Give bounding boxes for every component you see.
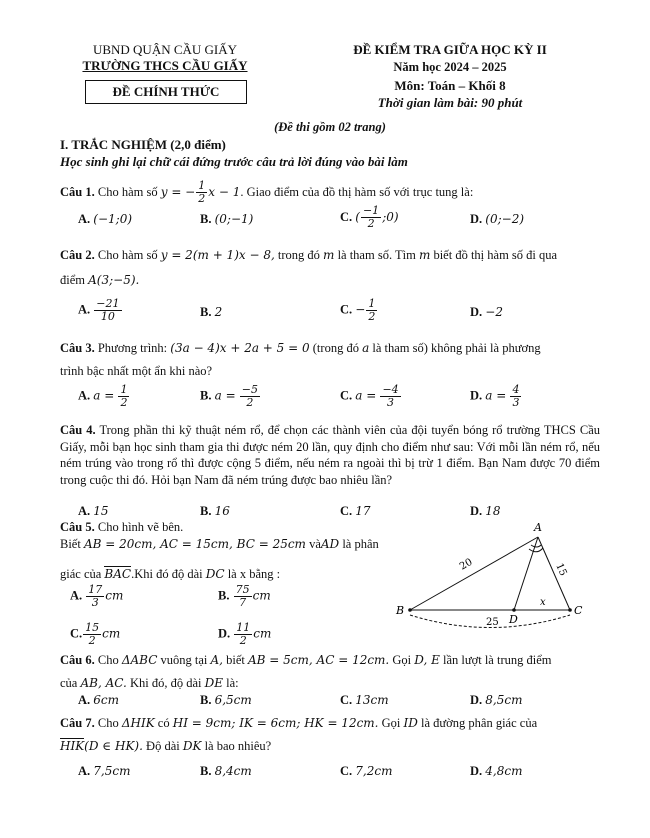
- official-badge: ĐỀ CHÍNH THỨC: [85, 80, 247, 104]
- question-1: [60, 180, 600, 205]
- q4-option-b[interactable]: B. 16: [200, 504, 230, 518]
- q7-option-c[interactable]: C. 7,2cm: [340, 764, 393, 778]
- question-7: Câu 7. Cho ΔHIK có HI = 9cm; IK = 6cm; HK = 12cm. Gọi ID là đường phân giác của: [60, 716, 538, 730]
- label-bd: 25: [486, 617, 499, 628]
- question-6-line2: của AB, AC. Khi đó, độ dài DE là:: [60, 676, 239, 690]
- q6-option-d[interactable]: D. 8,5cm: [470, 693, 523, 707]
- q1-option-a[interactable]: A. (−1;0): [78, 212, 133, 226]
- section-title: I. TRẮC NGHIỆM (2,0 điểm): [60, 137, 226, 152]
- q1-formula: y = − $\frac{1}{2}$ x − 1: [160, 179, 241, 205]
- angle-mark-left: [531, 545, 541, 547]
- subject: Môn: Toán – Khối 8: [394, 78, 506, 93]
- question-5: Câu 5. Cho hình vẽ bên.: [60, 520, 184, 534]
- question-5-line3: giác của BAC.Khi đó độ dài DC là x bằng :: [60, 567, 281, 581]
- label-c: C: [574, 604, 583, 617]
- q2-option-a[interactable]: A. $\frac{-21}{10}$: [78, 297, 120, 323]
- q5-option-d[interactable]: D. $\frac{11}{2}$ cm: [218, 621, 272, 647]
- label-d: D: [509, 613, 518, 626]
- school-name: TRƯỜNG THCS CẦU GIẤY: [82, 58, 248, 73]
- q2-option-c[interactable]: C. − $\frac{1}{2}$: [340, 297, 376, 323]
- section-instruction: Học sinh ghi lại chữ cái đứng trước câu trả lời đúng vào bài làm: [60, 154, 408, 169]
- angle-mark-right: [529, 548, 543, 552]
- question-2-line2: điểm A(3;−5).: [60, 273, 140, 287]
- label-ab: 20: [458, 556, 475, 573]
- q6-option-b[interactable]: B. 6,5cm: [200, 693, 252, 707]
- q1-text-a: Cho hàm số: [97, 185, 158, 199]
- q5-option-c[interactable]: C. $\frac{15}{2}$ cm: [70, 621, 121, 647]
- q5-option-b[interactable]: B. $\frac{75}{7}$ cm: [218, 583, 271, 609]
- label-b: B: [396, 604, 405, 617]
- question-4: Câu 4. Trong phần thi kỹ thuật ném rổ, để chọn các thành viên của đội tuyển bóng rổ trường THCS Cầu Giấy, mỗi bạn học sinh tham gia thi được ném 20 lần, quy định cho điểm như sau: Với mỗi lần ném rổ, nếu ném trúng vào trong rổ thì được cộng 5 điểm, nếu ném ra ngoài thì bị trừ 1 điểm. Bạn Nam được 70 điểm trong cuộc thi đó. Hỏi bạn Nam đã ném trúng được bao nhiêu lần?: [60, 423, 601, 487]
- question-5-line2: Biết AB = 20cm, AC = 15cm, BC = 25cm vàAD là phân: [60, 537, 379, 551]
- q4-option-a[interactable]: A. 15: [78, 504, 109, 518]
- q6-option-c[interactable]: C. 13cm: [340, 693, 389, 707]
- edge-ab: [410, 537, 538, 610]
- q7-option-a[interactable]: A. 7,5cm: [78, 764, 131, 778]
- exam-title: ĐỀ KIỂM TRA GIỮA HỌC KỲ II: [353, 42, 547, 57]
- school-year: Năm học 2024 – 2025: [393, 60, 507, 74]
- q3-option-c[interactable]: C. a = $\frac{-4}{3}$: [340, 383, 399, 409]
- question-2: Câu 2. Cho hàm số y = 2(m + 1)x − 8, trong đó m là tham số. Tìm m biết đồ thị hàm số đi qua: [60, 248, 558, 262]
- question-3: Câu 3. Phương trình: (3a − 4)x + 2a + 5 = 0 (trong đó a là tham số) không phải là phương: [60, 341, 541, 355]
- bisector-ad: [514, 537, 538, 610]
- question-7-line2: HIK(D ∈ HK). Độ dài DK là bao nhiêu?: [60, 739, 272, 753]
- pages-note: (Đề thi gồm 02 trang): [274, 120, 386, 134]
- district-name: UBND QUẬN CẦU GIẤY: [92, 42, 238, 57]
- q4-option-c[interactable]: C. 17: [340, 504, 371, 518]
- q3-option-d[interactable]: D. a = $\frac{4}{3}$: [470, 383, 520, 409]
- q5-option-a[interactable]: A. $\frac{17}{3}$ cm: [70, 583, 124, 609]
- duration: Thời gian làm bài: 90 phút: [377, 95, 523, 110]
- q1-option-d[interactable]: D. (0;−2): [470, 212, 525, 226]
- question-6: Câu 6. Cho ΔABC vuông tại A, biết AB = 5cm, AC = 12cm. Gọi D, E lần lượt là trung điểm: [60, 653, 552, 667]
- question-3-line2: trình bậc nhất một ẩn khi nào?: [60, 364, 213, 378]
- q2-option-d[interactable]: D. −2: [470, 305, 503, 319]
- q2-option-b[interactable]: B. 2: [200, 305, 223, 319]
- triangle-figure: [390, 515, 590, 640]
- label-dc: x: [540, 597, 546, 608]
- q7-option-d[interactable]: D. 4,8cm: [470, 764, 523, 778]
- q1-option-c[interactable]: C. ( $\frac{-1}{2}$ ;0): [340, 204, 399, 230]
- q4-option-d[interactable]: D. 18: [470, 504, 501, 518]
- q3-option-b[interactable]: B. a = $\frac{-5}{2}$: [200, 383, 258, 409]
- q3-option-a[interactable]: A. a = $\frac{1}{2}$: [78, 383, 128, 409]
- q1-option-b[interactable]: B. (0;−1): [200, 212, 254, 226]
- q1-text-b: . Giao điểm của đồ thị hàm số với trục tung là:: [240, 185, 474, 199]
- q6-option-a[interactable]: A. 6cm: [78, 693, 120, 707]
- q1-label: Câu 1.: [60, 185, 95, 199]
- q7-option-b[interactable]: B. 8,4cm: [200, 764, 252, 778]
- label-ac: 15: [553, 561, 569, 578]
- label-a: A: [534, 521, 542, 534]
